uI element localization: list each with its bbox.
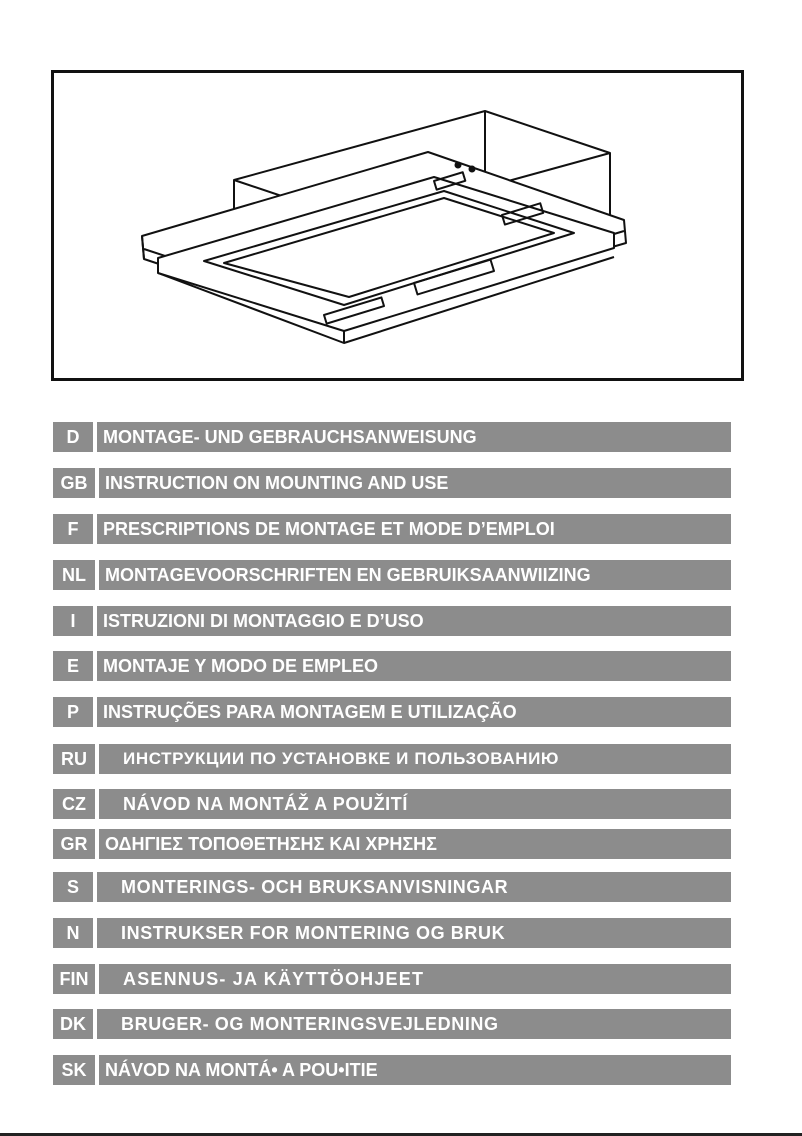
language-title: ИНСТРУКЦИИ ПО УСТАНОВКЕ И ПОЛЬЗОВАНИЮ bbox=[99, 744, 731, 774]
language-title: MONTAJE Y MODO DE EMPLEO bbox=[97, 651, 731, 681]
language-title: MONTAGEVOORSCHRIFTEN EN GEBRUIKSAANWIIZING bbox=[99, 560, 731, 590]
language-code: RU bbox=[53, 744, 95, 774]
language-title: BRUGER- OG MONTERINGSVEJLEDNING bbox=[97, 1009, 731, 1039]
language-title: MONTERINGS- OCH BRUKSANVISNINGAR bbox=[97, 872, 731, 902]
language-code: FIN bbox=[53, 964, 95, 994]
language-title: ΟΔΗΓΙΕΣ ΤΟΠΟΘΕΤΗΣΗΣ ΚΑΙ ΧΡΗΣΗΣ bbox=[99, 829, 731, 859]
language-title: INSTRUÇÕES PARA MONTAGEM E UTILIZAÇÃO bbox=[97, 697, 731, 727]
language-code: E bbox=[53, 651, 93, 681]
language-code: I bbox=[53, 606, 93, 636]
language-code: P bbox=[53, 697, 93, 727]
language-title: ASENNUS- JA KÄYTTÖOHJEET bbox=[99, 964, 731, 994]
language-title: PRESCRIPTIONS DE MONTAGE ET MODE D’EMPLOI bbox=[97, 514, 731, 544]
language-title: INSTRUCTION ON MOUNTING AND USE bbox=[99, 468, 731, 498]
range-hood-illustration bbox=[54, 73, 741, 378]
language-title: ISTRUZIONI DI MONTAGGIO E D’USO bbox=[97, 606, 731, 636]
language-code: CZ bbox=[53, 789, 95, 819]
language-title: NÁVOD NA MONTÁ• A POU•ITIE bbox=[99, 1055, 731, 1085]
language-title: MONTAGE- UND GEBRAUCHSANWEISUNG bbox=[97, 422, 731, 452]
language-code: N bbox=[53, 918, 93, 948]
language-code: F bbox=[53, 514, 93, 544]
language-code: GB bbox=[53, 468, 95, 498]
product-illustration-frame bbox=[51, 70, 744, 381]
language-code: SK bbox=[53, 1055, 95, 1085]
language-code: GR bbox=[53, 829, 95, 859]
language-title: NÁVOD NA MONTÁŽ A POUŽITÍ bbox=[99, 789, 731, 819]
language-code: NL bbox=[53, 560, 95, 590]
language-code: DK bbox=[53, 1009, 93, 1039]
language-code: D bbox=[53, 422, 93, 452]
language-title: INSTRUKSER FOR MONTERING OG BRUK bbox=[97, 918, 731, 948]
language-code: S bbox=[53, 872, 93, 902]
